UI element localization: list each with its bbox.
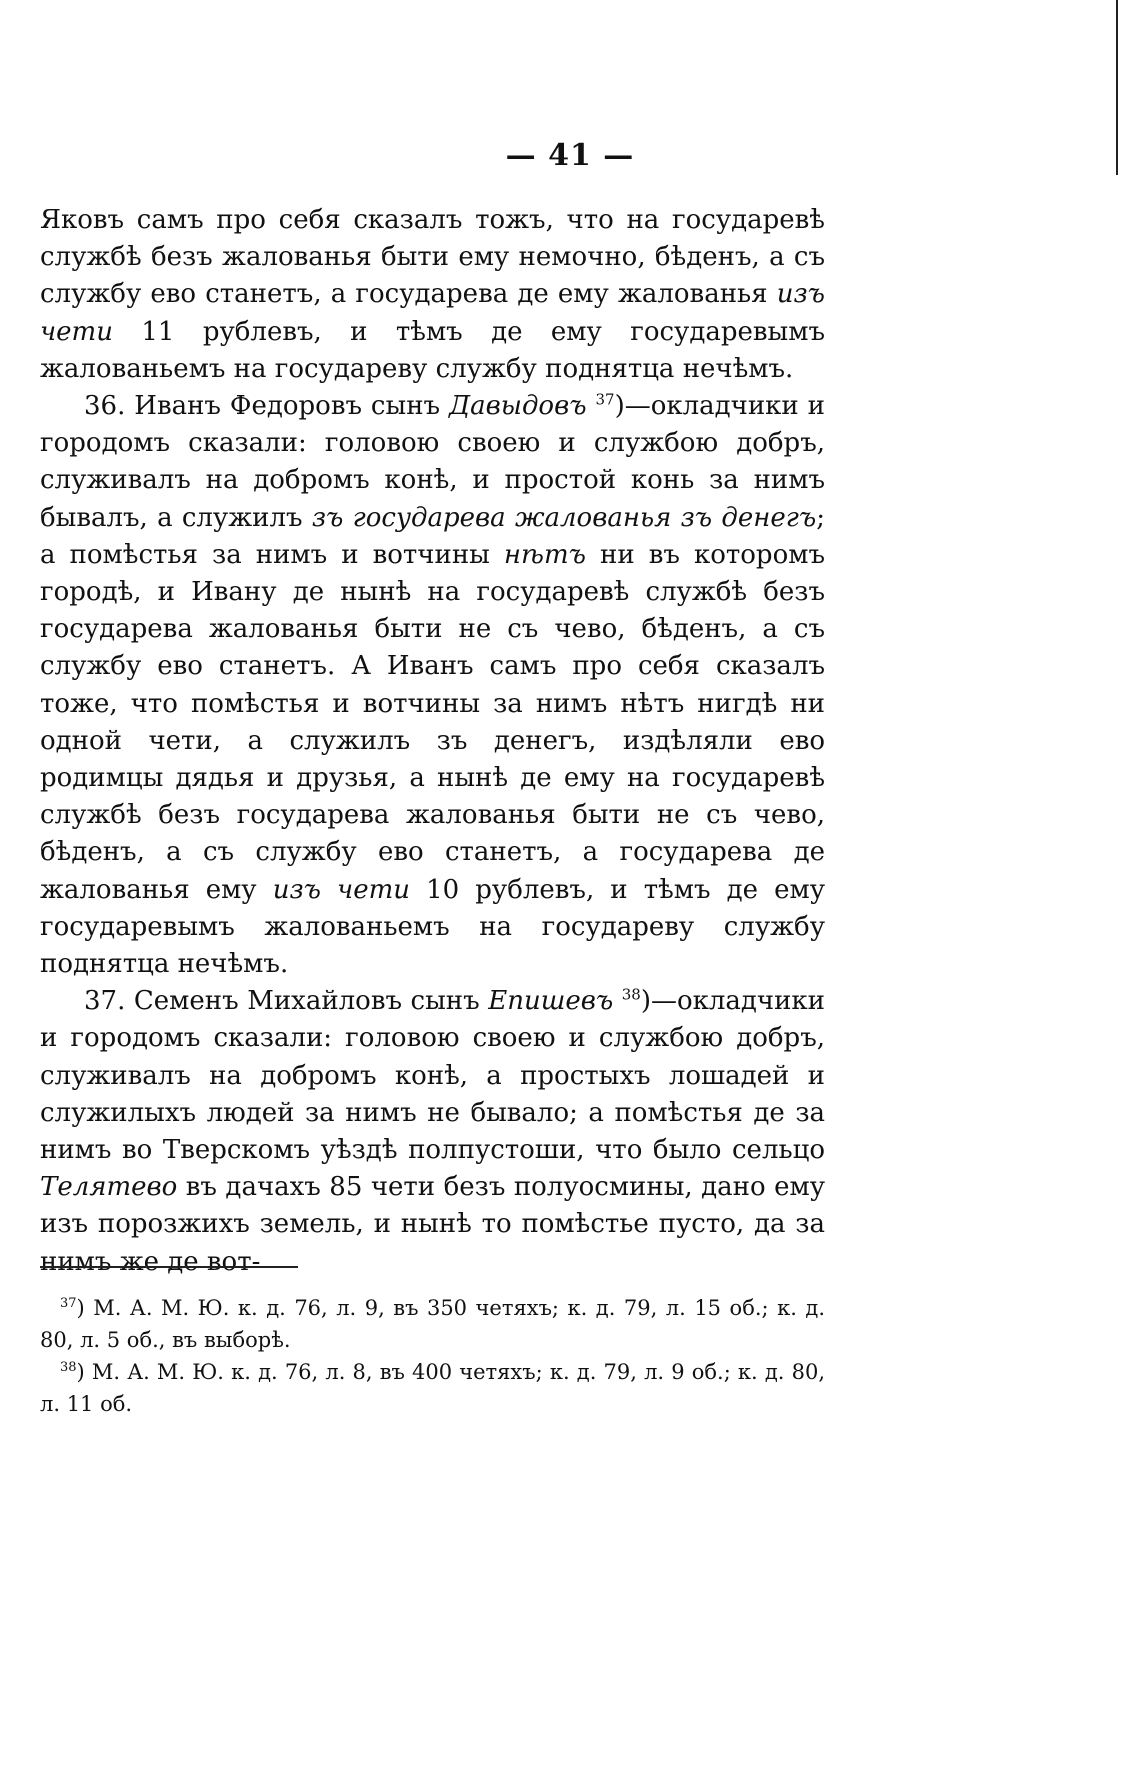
entry-heading: 36. Иванъ Федоровъ сынъ (84, 391, 449, 422)
paragraph-continuation (40, 202, 825, 388)
surname-epishev: Епишевъ (488, 986, 614, 1017)
page-number: — 41 — (505, 138, 635, 173)
footnote-mark: 37 (60, 1296, 77, 1311)
paragraph-text: Яковъ самъ про себя сказалъ тожъ, что на государевѣ службѣ безъ жалованья быти ему немочно, бѣденъ, а съ службу ево станетъ, а государева де ему жалованья (40, 205, 825, 310)
paragraph-text: 11 рублевъ, и тѣмъ де ему государевымъ жалованьемъ на государеву службу поднятца нечѣмъ. (40, 316, 825, 384)
footnotes (40, 1292, 825, 1420)
italic-phrase: изъ чети (40, 279, 825, 347)
paragraph-text: ; а помѣстья за нимъ и вотчины (40, 502, 825, 570)
footnote-text: ) М. А. М. Ю. к. д. 76, л. 9, въ 350 четяхъ; к. д. 79, л. 15 об.; к. д. 80, л. 5 об., въ выборѣ. (40, 1296, 825, 1352)
surname-davydov: Давыдовъ (449, 391, 587, 422)
italic-phrase: зъ государева жалованья зъ денегъ (311, 502, 817, 533)
footnote-text: ) М. А. М. Ю. к. д. 76, л. 8, въ 400 четяхъ; к. д. 79, л. 9 об.; к. д. 80, л. 11 об. (40, 1360, 825, 1416)
italic-phrase: нѣтъ (503, 539, 586, 570)
paragraph-entry-37 (40, 983, 825, 1281)
footnote-37 (40, 1292, 825, 1356)
paragraph-text: )—окладчики и городомъ сказали: головою своею и службою добръ, служивалъ на добромъ конѣ, и простой конь за нимъ бывалъ, а служилъ (40, 391, 826, 533)
paragraph-text: въ дачахъ 85 чети безъ полуосмины, дано ему изъ порозжихъ земель, и нынѣ то помѣстье пусто, да за нимъ же де вот- (40, 1172, 825, 1277)
footnote-ref-38: 38 (621, 985, 641, 1004)
footnote-38 (40, 1356, 825, 1420)
entry-heading: 37. Семенъ Михайловъ сынъ (84, 986, 489, 1017)
paragraph-text: )—окладчики и городомъ сказали: головою своею и службою добръ, служивалъ на добромъ конѣ, а простыхъ лошадей и служилыхъ людей за нимъ не бывало; а помѣстья де за нимъ во Тверскомъ уѣздѣ полпустоши, что было сельцо (40, 986, 826, 1166)
footnote-divider (40, 1266, 298, 1268)
italic-place-name: Телятево (40, 1172, 178, 1203)
paragraph-text: 10 рублевъ, и тѣмъ де ему государевымъ жалованьемъ на государеву службу поднятца нечѣмъ. (40, 874, 826, 980)
italic-phrase: изъ чети (272, 874, 411, 905)
paragraph-text: ни въ которомъ городѣ, и Ивану де нынѣ на государевѣ службѣ безъ государева жалованья быти не съ чево, бѣденъ, а съ службу ево станетъ. А Иванъ самъ про себя сказалъ тоже, что помѣстья и вотчины за нимъ нѣтъ нигдѣ ни одной чети, а служилъ зъ денегъ, издѣляли ево родимцы дядья и друзья, а нынѣ де ему на государевѣ службѣ безъ государева жалованья быти не съ чево, бѣденъ, а съ службу ево станетъ, а государева де жалованья ему (40, 539, 825, 905)
main-text (40, 202, 825, 1281)
paragraph-entry-36 (40, 388, 825, 983)
footnote-mark: 38 (60, 1360, 77, 1375)
footnote-ref-37: 37 (595, 390, 615, 409)
